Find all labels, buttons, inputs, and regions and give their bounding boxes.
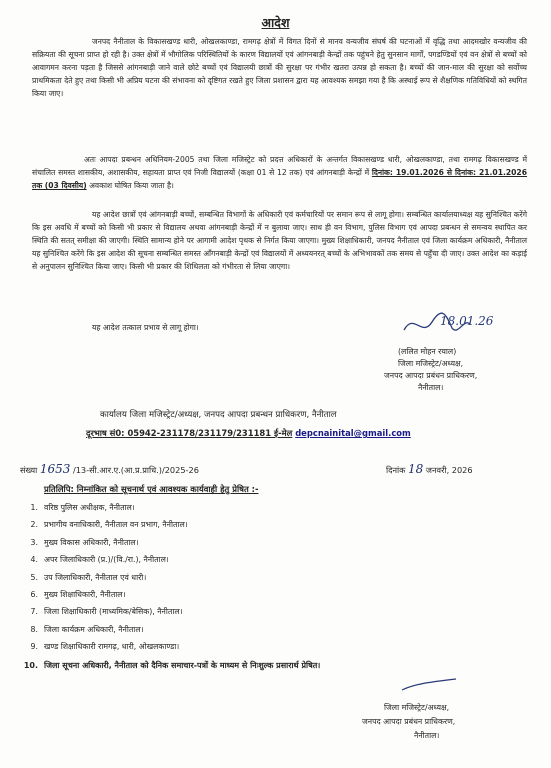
signature-scribble-bottom (400, 676, 460, 694)
paragraph-instructions: यह आदेश छात्रों एवं आंगनबाड़ी बच्चों, सम्बन्धित विभागों के अधिकारी एवं कर्मचारियों पर समान रूप से लागू होगा। सम्बन्धित कार्यालयाध्यक्ष यह सुनिश्चित करेंगे कि इस अवधि में बच्चों को किसी भी प्रकार से विद्यालय अथवा आंगनबाड़ी केन्द्रों में न बुलाया जाए। साथ ही वन विभाग, पुलिस विभाग एवं आपदा प्रबन्धन से समन्वय स्थापित कर स्थिति की सतत् समीक्षा की जाएगी। स्थिति सामान्य होने पर आगामी आदेश पृथक से निर्गत किया जाएगा। मुख्य शिक्षाधिकारी, जनपद नैनीताल एवं जिला कार्यक्रम अधिकारी, नैनीताल यह सुनिश्चित करेंगे कि इस आदेश की सूचना सम्बन्धित समस्त आँगनबाड़ी केन्द्रों एवं विद्यालयों में अध्ययनरत् बच्चों के अभिभावकों तक समय से पहुँचा दी जाए। उक्त आदेश का कड़ाई से अनुपालन सुनिश्चित किया जाए। किसी भी प्रकार की शिथिलता को गंभीरता से लिया जाएगा। (32, 210, 527, 271)
list-item: 10. जिला सूचना अधिकारी, नैनीताल को दैनिक समाचार-पत्रों के माध्यम से निःशुल्क प्रसारार्थ प्रेषित। (23, 660, 321, 670)
office-email[interactable]: depcnainital@gmail.com (295, 428, 411, 438)
list-item: 3. मुख्य विकास अधिकारी, नैनीताल। (30, 537, 139, 547)
paragraph-background: जनपद नैनीताल के विकासखण्ड धारी, ओखलकाण्डा, रामगढ़ क्षेत्रों में विगत दिनों से मानव वन्यजीव संघर्ष की घटनाओं में वृद्धि तथा आदमखोर वन्यजीव की सक्रियता की सूचना प्राप्त हो रही है। उक्त क्षेत्रों में भौगोलिक परिस्थितियों के कारण विद्यालयों एवं आंगनबाड़ी केन्द्रों तक पहुंचने हेतु सुनसान मार्गों, पगडण्डियों एवं वन क्षेत्रों से बच्चों को आवागमन करना पड़ता है जिससे आंगनबाड़ी जाने वाले छोटे बच्चों एवं विद्यालयी छात्रों की सुरक्षा पर गंभीर खतरा उत्पन्न हो सकता है। बच्चों की जान-माल की सुरक्षा को सर्वोच्च प्राथमिकता देते हुए तथा किसी भी अप्रिय घटना की संभावना को दृष्टिगत रखते हुए जिला प्रशासन द्वारा यह आवश्यक समझा गया है कि अस्थाई रूप से शैक्षणिक गतिविधियों को स्थगित किया जाए। (32, 37, 527, 98)
reference-date (386, 462, 473, 476)
bottom-signatory-designation: जिला मजिस्ट्रेट/अध्यक्ष, (384, 703, 450, 712)
list-item: 4. अपर जिलाधिकारी (प्र.)/(वि./रा.), नैनीताल। (30, 555, 169, 565)
list-item: 9. खण्ड शिक्षाधिकारी रामगढ़, धारी, ओखलकाण्डा। (30, 642, 180, 652)
order-title: आदेश (261, 15, 290, 30)
list-item: 8. जिला कार्यक्रम अधिकारी, नैनीताल। (30, 624, 144, 634)
holiday-dates: दिनांक: 19.01.2026 से दिनांक: 21.01.2026 तक (03 दिवसीय) (32, 167, 527, 190)
office-phone: दूरभाष सं0: 05942-231178/231179/231181 ई-मेल (86, 428, 293, 438)
bottom-signatory-place: नैनीताल। (414, 731, 440, 740)
list-item: 1. वरिष्ठ पुलिस अधीक्षक, नैनीताल। (30, 503, 135, 512)
signature-date-handwritten: 18.01.26 (440, 314, 494, 328)
paragraph-order (32, 154, 527, 193)
order-text: अतः आपदा प्रबन्धन अधिनियम-2005 तथा जिला मजिस्ट्रेट को प्रदत्त अधिकारों के अन्तर्गत विकासखण्ड धारी, ओखलकाण्डा, तथा रामगढ़ विकासखण्ड में संचालित समस्त शासकीय, अशासकीय, सहायता प्राप्त एवं निजी विद्यालयों (कक्षा 01 से 12 तक) एवं आंगनबाड़ी केन्द्रों में (32, 155, 527, 177)
reference-code: /13-सी.आर.ए.(आ.प्र.प्राधि.)/2025-26 (72, 465, 199, 475)
reference-number (20, 462, 199, 476)
signatory-authority: जनपद आपदा प्रबंधन प्राधिकरण, (384, 371, 478, 380)
list-item: 7. जिला शिक्षाधिकारी (माध्यमिक/बेसिक), नैनीताल। (30, 607, 183, 617)
reference-number-handwritten: 1653 (39, 462, 71, 476)
reference-date-handwritten: 18 (408, 462, 424, 476)
copy-subject: प्रतिलिपि: निम्नांकित को सूचनार्थ एवं आवश्यक कार्यवाही हेतु प्रेषित :- (44, 484, 259, 494)
bottom-signatory-authority: जनपद आपदा प्रबंधन प्राधिकरण, (362, 717, 456, 726)
reference-date-label: दिनांक (386, 465, 406, 475)
list-item: 6. मुख्य शिक्षाधिकारी, नैनीताल। (30, 589, 126, 599)
reference-date-rest: जनवरी, 2026 (425, 465, 473, 475)
signatory-designation: जिला मजिस्ट्रेट/अध्यक्ष, (398, 359, 464, 368)
holiday-suffix: अवकाश घोषित किया जाता है। (86, 180, 174, 190)
office-contact (86, 428, 411, 439)
paragraph-effective: यह आदेश तत्काल प्रभाव से लागू होगा। (92, 323, 199, 332)
signatory-name: (ललित मोहन रयाल) (398, 347, 457, 356)
list-item: 5. उप जिलाधिकारी, नैनीताल एवं धारी। (30, 572, 147, 582)
signatory-place: नैनीताल। (418, 383, 444, 392)
office-header: कार्यालय जिला मजिस्ट्रेट/अध्यक्ष, जनपद आपदा प्रबन्धन प्राधिकरण, नैनीताल (100, 410, 337, 420)
reference-label: संख्या (20, 465, 38, 475)
distribution-list (22, 503, 320, 677)
list-item: 2. प्रभागीय वनाधिकारी, नैनीताल वन प्रभाग, नैनीताल। (30, 520, 188, 530)
